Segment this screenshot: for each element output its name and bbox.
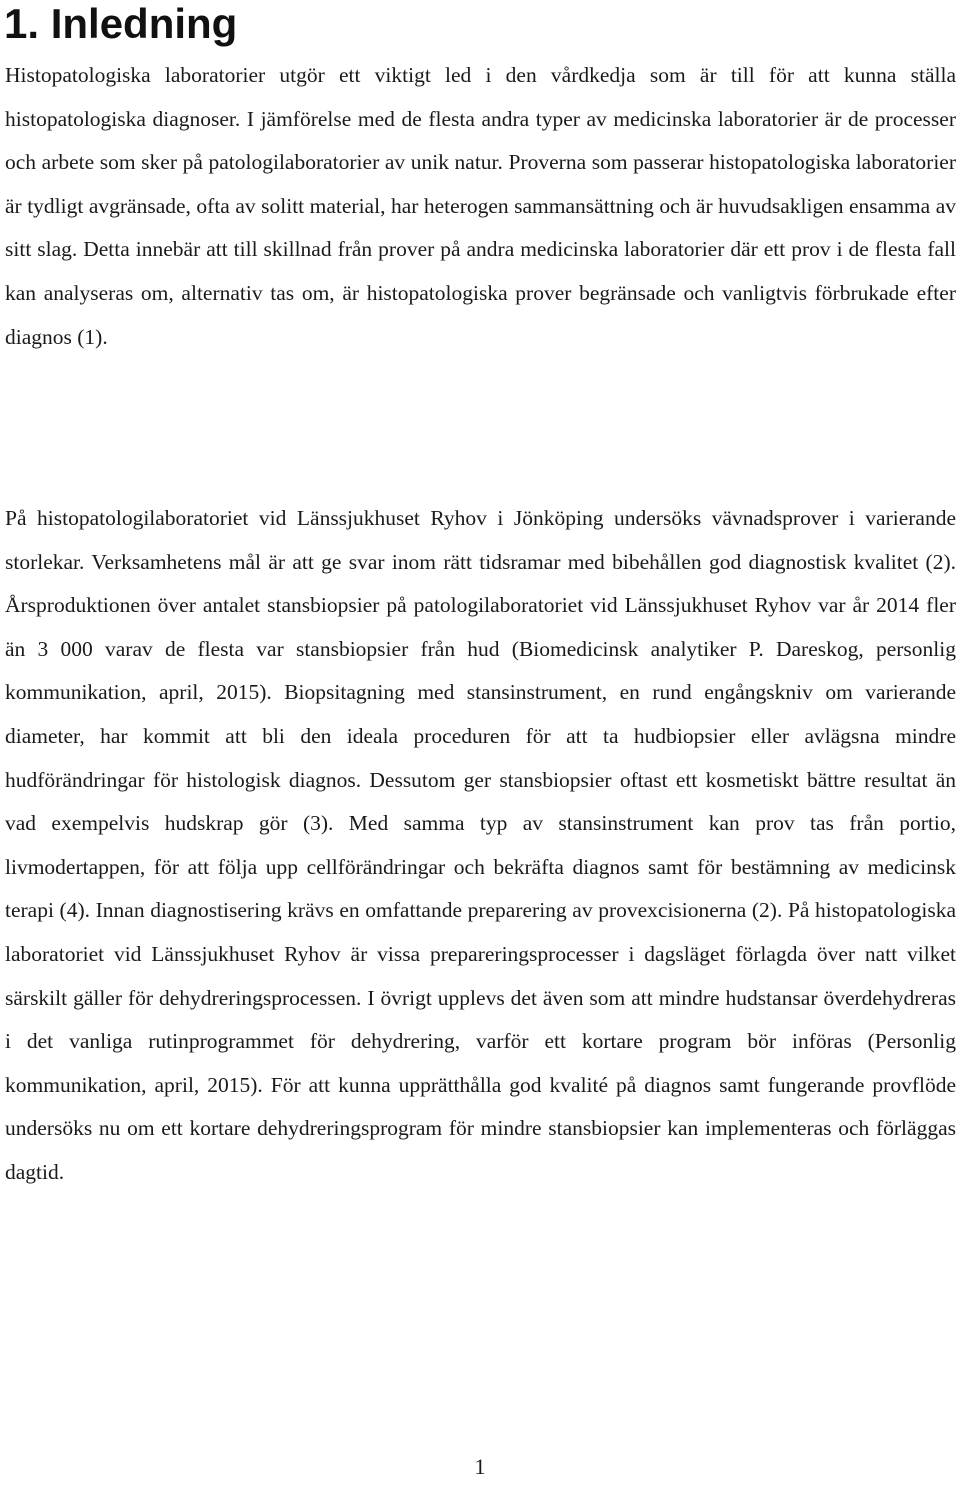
section-heading: 1. Inledning [4, 0, 238, 47]
paragraph-ryhov: På histopatologilaboratoriet vid Länssjukhuset Ryhov i Jönköping undersöks vävnadsprover i varierande storlekar. Verksamhetens mål är att ge svar inom rätt tidsramar med bibehållen god diagnostisk kvalitet (2). Årsproduktionen över antalet stansbiopsier på patologilaboratoriet vid Länssjukhuset Ryhov var år 2014 fler än 3 000 varav de flesta var stansbiopsier från hud (Biomedicinsk analytiker P. Dareskog, personlig kommunikation, april, 2015). Biopsitagning med stansinstrument, en rund engångskniv om varierande diameter, har kommit att bli den ideala proceduren för att ta hudbiopsier eller avlägsna mindre hudförändringar för histologisk diagnos. Dessutom ger stansbiopsier oftast ett kosmetiskt bättre resultat än vad exempelvis hudskrap gör (3). Med samma typ av stansinstrument kan prov tas från portio, livmodertappen, för att följa upp cellförändringar och bekräfta diagnos samt för bestämning av medicinsk terapi (4). Innan diagnostisering krävs en omfattande preparering av provexcisionerna (2). På histopatologiska laboratoriet vid Länssjukhuset Ryhov är vissa prepareringsprocesser i dagsläget förlagda över natt vilket särskilt gäller för dehydreringsprocessen. I övrigt upplevs det även som att mindre hudstansar överdehydreras i det vanliga rutinprogrammet för dehydrering, varför ett kortare program bör införas (Personlig kommunikation, april, 2015). För att kunna upprätthålla god kvalité på diagnos samt fungerande provflöde undersöks nu om ett kortare dehydreringsprogram för mindre stansbiopsier kan implementeras och förläggas dagtid. [5, 506, 956, 1184]
paragraph-intro: Histopatologiska laboratorier utgör ett viktigt led i den vårdkedja som är till för att kunna ställa histopatologiska diagnoser. I jämförelse med de flesta andra typer av medicinska laboratorier är de processer och arbete som sker på patologilaboratorier av unik natur. Proverna som passerar histopatologiska laboratorier är tydligt avgränsade, ofta av solitt material, har heterogen sammansättning och är huvudsakligen ensamma av sitt slag. Detta innebär att till skillnad från prover på andra medicinska laboratorier där ett prov i de flesta fall kan analyseras om, alternativ tas om, är histopatologiska prover begränsade och vanligtvis förbrukade efter diagnos (1). [5, 63, 956, 349]
page-number: 1 [474, 1454, 486, 1479]
